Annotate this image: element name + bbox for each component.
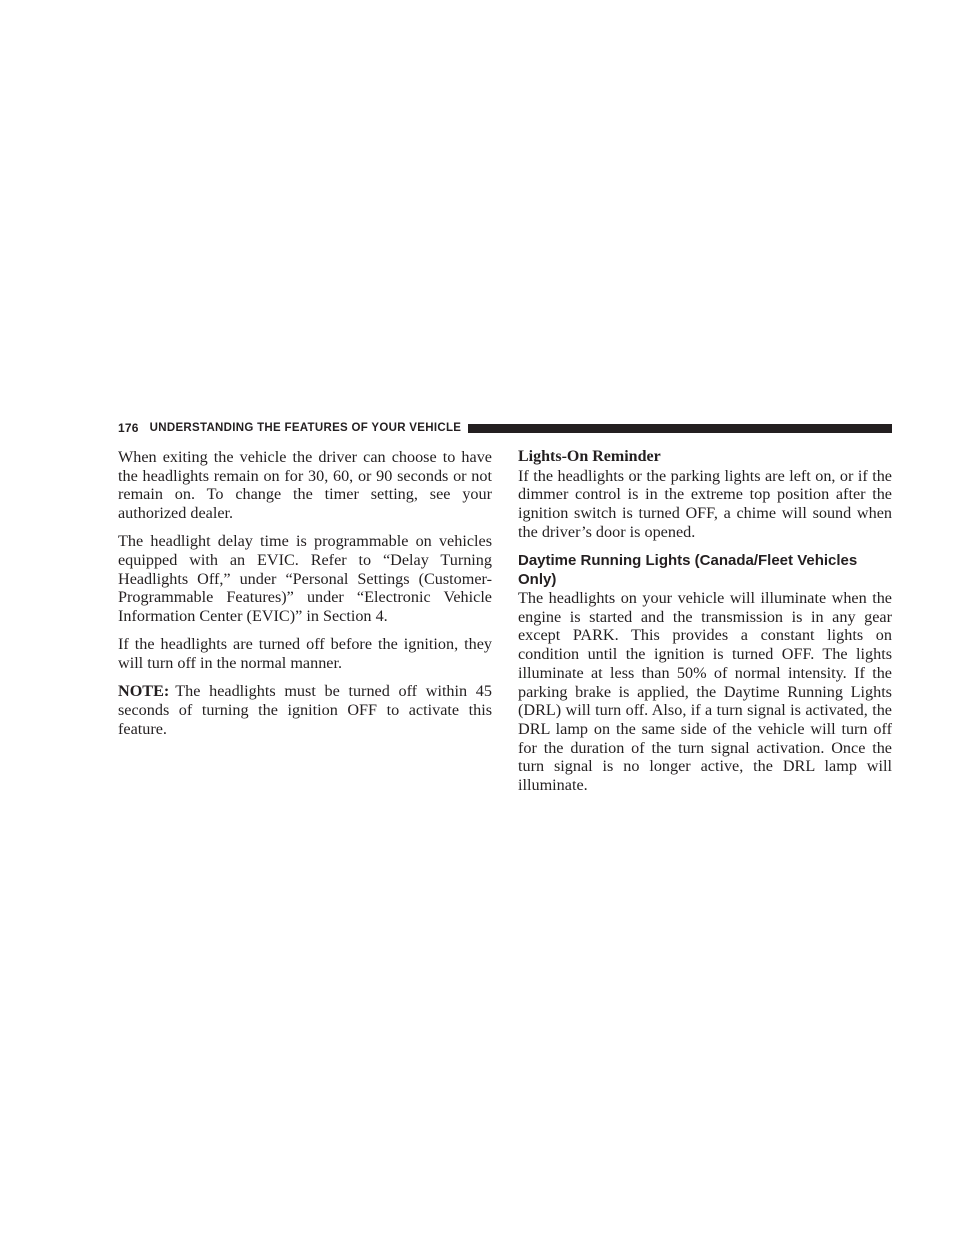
lights-on-reminder-paragraph: If the headlights or the parking lights are left on, or if the dimmer control is in the extreme top position after the ignition switch is turned OFF, a chime will sound when the driver’s door is opened. xyxy=(518,466,892,541)
note-paragraph xyxy=(118,682,492,738)
headlights-off-paragraph: If the headlights are turned off before the ignition, they will turn off in the normal manner. xyxy=(118,635,492,673)
left-column xyxy=(118,448,492,748)
evic-programming-paragraph: The headlight delay time is programmable on vehicles equipped with an EVIC. Refer to “Delay Turning Headlights Off,” under “Personal Settings (Customer-Programmable Features)” under “Electronic Vehicle Information Center (EVIC)” in Section 4. xyxy=(118,532,492,626)
daytime-running-lights-paragraph: The headlights on your vehicle will illuminate when the engine is started and the transmission is in any gear except PARK. This provides a constant lights on condition until the ignition is turned OFF. The lights illuminate at less than 50% of normal intensity. If the parking brake is applied, the Daytime Running Lights (DRL) will turn off. Also, if a turn signal is activated, the DRL lamp on the same side of the vehicle will turn off for the duration of the turn signal activation. Once the turn signal is no longer active, the DRL lamp will illuminate. xyxy=(518,589,892,795)
lights-on-reminder-heading: Lights-On Reminder xyxy=(518,448,661,465)
page-header xyxy=(118,419,892,437)
daytime-running-lights-heading: Daytime Running Lights (Canada/Fleet Vehicles Only) xyxy=(518,552,858,589)
running-section-title: UNDERSTANDING THE FEATURES OF YOUR VEHICLE xyxy=(149,422,462,434)
header-rule xyxy=(468,424,892,433)
right-column xyxy=(518,448,892,804)
headlight-delay-paragraph: When exiting the vehicle the driver can choose to have the headlights remain on for 30, 60, or 90 seconds or not remain on. To change the timer setting, see your authorized dealer. xyxy=(118,448,492,523)
note-label: NOTE: xyxy=(118,682,170,701)
note-text: The headlights must be turned off within 45 seconds of turning the ignition OFF to activate this feature. xyxy=(118,682,492,738)
page-number: 176 xyxy=(118,421,139,435)
